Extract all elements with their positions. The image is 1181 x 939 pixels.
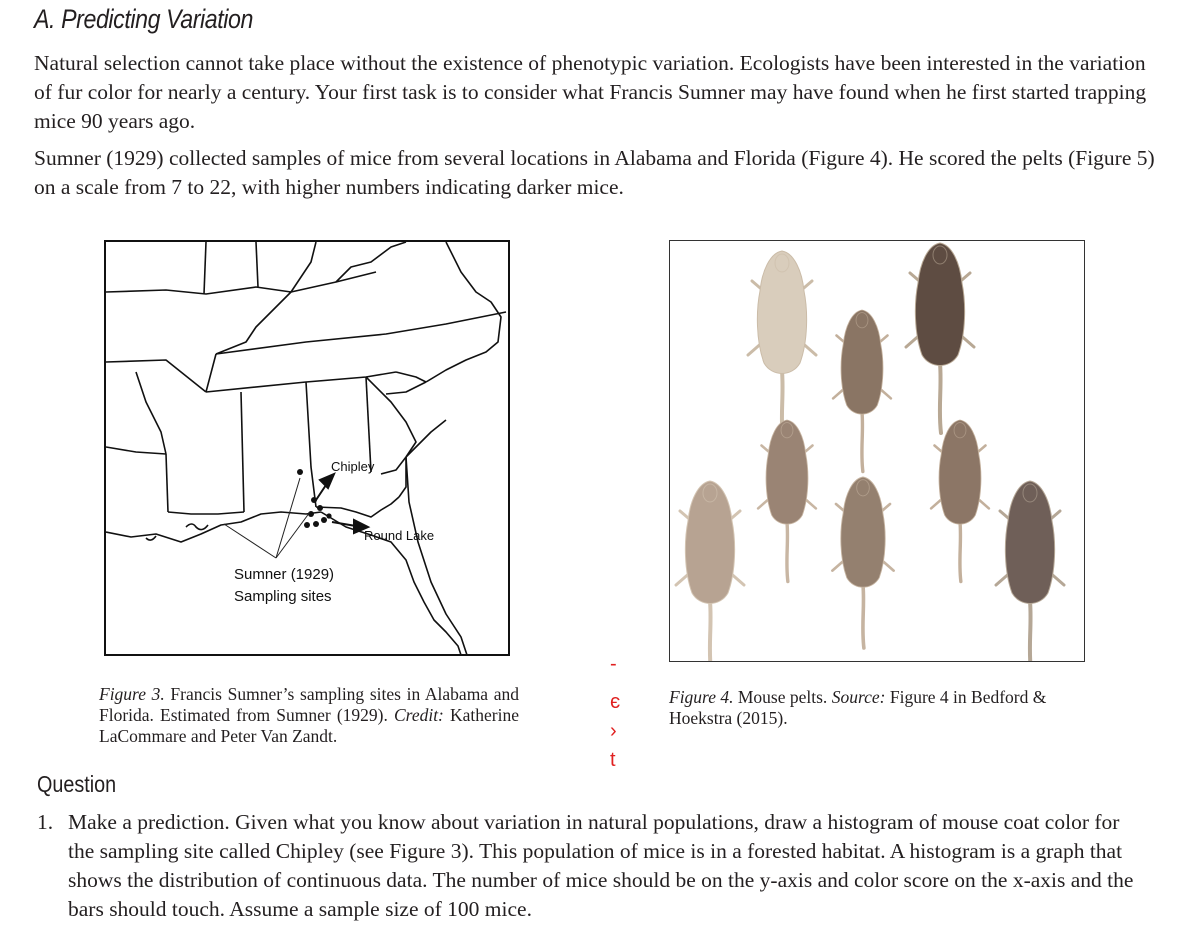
figure-3-caption-text: Francis Sumner’s sampling sites in Alabama and Florida. Estimated from Sumner (1929).: [99, 684, 519, 725]
pelt-medium-4: [832, 477, 893, 648]
question-heading: Question: [37, 771, 117, 797]
figure-4-source-label: Source:: [831, 687, 886, 707]
mouse-pelts-illustration: [670, 241, 1085, 662]
figure-4-mouse-pelts: [669, 240, 1085, 662]
section-heading: A. Predicting Variation: [34, 4, 253, 34]
figure-3-map: [104, 240, 510, 656]
pelt-light-1: [748, 251, 816, 441]
question-number: 1.: [37, 810, 54, 834]
sampling-sites-line-1: Sumner (1929): [234, 566, 335, 583]
pelt-dark-1: [906, 243, 974, 433]
figure-4-source-text: Figure 4 in Bedford & Hoekstra (2015).: [669, 687, 1047, 728]
map-label-chipley: Chipley: [331, 459, 375, 474]
stray-mark: ›: [610, 720, 617, 742]
figure-4-caption-text: Mouse pelts.: [733, 687, 832, 707]
stray-mark: t: [610, 749, 616, 771]
stray-mark: -: [610, 653, 617, 675]
pelt-medium-2: [758, 420, 816, 582]
pelt-medium-3: [931, 420, 989, 582]
figure-3-credit-text: Katherine LaCommare and Peter Van Zandt.: [99, 705, 519, 746]
figure-3-caption-label: Figure 3.: [99, 684, 165, 704]
figure-3-caption: [99, 684, 519, 747]
figure-4-caption-label: Figure 4.: [669, 687, 734, 707]
map-label-sampling-sites: [234, 564, 334, 608]
pelt-dark-2: [996, 481, 1064, 662]
pelt-medium-1: [833, 310, 891, 472]
intro-paragraph: Natural selection cannot take place without the existence of phenotypic variation. Ecologists have been interested in the variation of fur color for nearly a century. Your first task is to consider what Francis Sumner may have found when he first started trapping mice 90 years ago.: [34, 51, 1147, 133]
stray-mark: є: [610, 691, 621, 713]
sumner-paragraph: Sumner (1929) collected samples of mice from several locations in Alabama and Florida (Figure 4). He scored the pelts (Figure 5) on a scale from 7 to 22, with higher numbers indicating darker mice.: [34, 146, 1155, 199]
map-label-round-lake: Round Lake: [364, 528, 435, 543]
question-text: Make a prediction. Given what you know about variation in natural populations, draw a histogram of mouse coat color for the sampling site called Chipley (see Figure 3). This population of mice is in a forested habitat. A histogram is a graph that shows the distribution of continuous data. The number of mice should be on the y-axis and color score on the x-axis and the bars should touch. Assume a sample size of 100 mice.: [68, 810, 1134, 921]
figure-4-caption: [669, 687, 1089, 729]
sampling-sites-line-2: Sampling sites: [234, 588, 332, 605]
pelt-light-2: [676, 481, 744, 662]
figure-3-credit-label: Credit:: [393, 705, 444, 725]
